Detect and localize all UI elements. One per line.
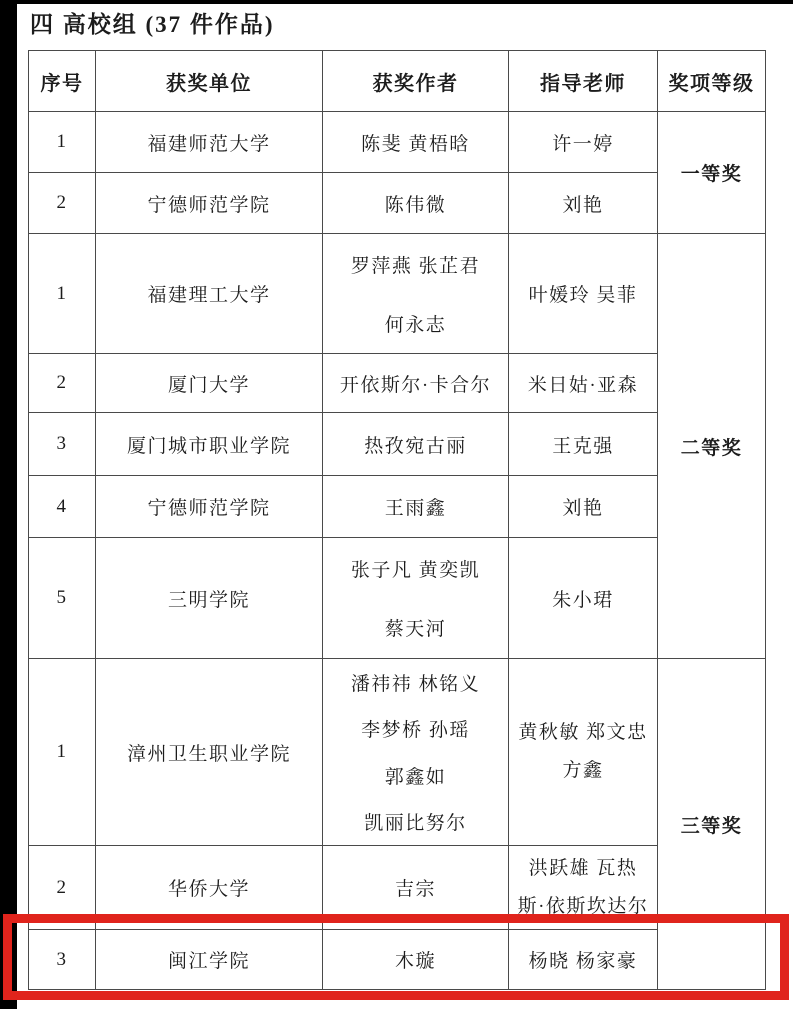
teacher-line: 斯·依斯坎达尔 (517, 895, 649, 917)
cell-awarded-authors: 吉宗 (323, 846, 509, 930)
cell-awarded-authors (323, 538, 509, 659)
cell-awarded-unit: 漳州卫生职业学院 (96, 659, 323, 846)
cell-awarded-authors (323, 659, 509, 846)
column-header: 指导老师 (509, 51, 658, 112)
column-header: 获奖作者 (323, 51, 509, 112)
cell-awarded-unit: 闽江学院 (96, 930, 323, 990)
cell-awarded-unit: 厦门城市职业学院 (96, 413, 323, 476)
cell-serial-number: 3 (29, 930, 96, 990)
cell-awarded-unit: 福建理工大学 (96, 234, 323, 354)
author-line: 潘祎祎 林铭义 (350, 674, 481, 696)
teacher-line: 洪跃雄 瓦热 (528, 857, 638, 879)
cell-awarded-authors: 开依斯尔·卡合尔 (323, 354, 509, 413)
cell-serial-number: 2 (29, 173, 96, 234)
scan-edge-left (0, 0, 17, 1009)
cell-award-level: 一等奖 (658, 112, 766, 234)
column-header: 序号 (29, 51, 96, 112)
cell-award-level: 三等奖 (658, 659, 766, 990)
table-row (29, 112, 766, 173)
cell-awarded-authors: 王雨鑫 (323, 476, 509, 538)
cell-guiding-teachers (509, 659, 658, 846)
header-row (29, 51, 766, 112)
cell-awarded-unit: 宁德师范学院 (96, 173, 323, 234)
cell-guiding-teachers: 刘艳 (509, 476, 658, 538)
cell-awarded-unit: 华侨大学 (96, 846, 323, 930)
red-annotation-box (3, 914, 789, 1000)
cell-guiding-teachers: 许一婷 (509, 112, 658, 173)
awards-table-body (29, 112, 766, 990)
scan-edge-top (0, 0, 793, 4)
cell-serial-number: 3 (29, 413, 96, 476)
cell-award-level: 二等奖 (658, 234, 766, 659)
cell-awarded-unit: 福建师范大学 (96, 112, 323, 173)
author-line: 凯丽比努尔 (364, 812, 467, 834)
table-row (29, 234, 766, 354)
teacher-line: 黄秋敏 郑文忠 (518, 722, 648, 743)
table-row (29, 659, 766, 846)
table-row (29, 173, 766, 234)
author-line: 郭鑫如 (384, 766, 447, 788)
cell-guiding-teachers: 米日姑·亚森 (509, 354, 658, 413)
author-line: 李梦桥 孙瑶 (361, 720, 470, 742)
cell-guiding-teachers: 叶媛玲 吴菲 (509, 234, 658, 354)
author-line: 蔡天河 (384, 619, 447, 641)
cell-serial-number: 1 (29, 234, 96, 354)
column-header: 奖项等级 (658, 51, 766, 112)
cell-awarded-authors: 陈斐 黄梧晗 (323, 112, 509, 173)
cell-guiding-teachers: 朱小珺 (509, 538, 658, 659)
cell-serial-number: 2 (29, 354, 96, 413)
cell-awarded-authors: 木璇 (323, 930, 509, 990)
cell-awarded-authors: 陈伟微 (323, 173, 509, 234)
column-header: 获奖单位 (96, 51, 323, 112)
cell-awarded-unit: 三明学院 (96, 538, 323, 659)
section-title: 四 高校组 (37 件作品) (30, 12, 275, 37)
cell-serial-number: 1 (29, 659, 96, 846)
table-row (29, 354, 766, 413)
table-row (29, 476, 766, 538)
cell-serial-number: 4 (29, 476, 96, 538)
author-line: 罗萍燕 张芷君 (350, 255, 481, 277)
table-row (29, 413, 766, 476)
author-line: 张子凡 黄奕凯 (350, 559, 481, 581)
cell-guiding-teachers: 杨晓 杨家豪 (509, 930, 658, 990)
cell-awarded-unit: 宁德师范学院 (96, 476, 323, 538)
teacher-line: 方鑫 (562, 760, 604, 781)
cell-serial-number: 1 (29, 112, 96, 173)
cell-serial-number: 2 (29, 846, 96, 930)
awards-table-header (29, 51, 766, 112)
cell-awarded-authors (323, 234, 509, 354)
cell-serial-number: 5 (29, 538, 96, 659)
table-row (29, 538, 766, 659)
awards-table (28, 50, 766, 990)
cell-guiding-teachers: 王克强 (509, 413, 658, 476)
author-line: 何永志 (384, 314, 447, 336)
cell-awarded-unit: 厦门大学 (96, 354, 323, 413)
cell-awarded-authors: 热孜宛古丽 (323, 413, 509, 476)
cell-guiding-teachers: 刘艳 (509, 173, 658, 234)
